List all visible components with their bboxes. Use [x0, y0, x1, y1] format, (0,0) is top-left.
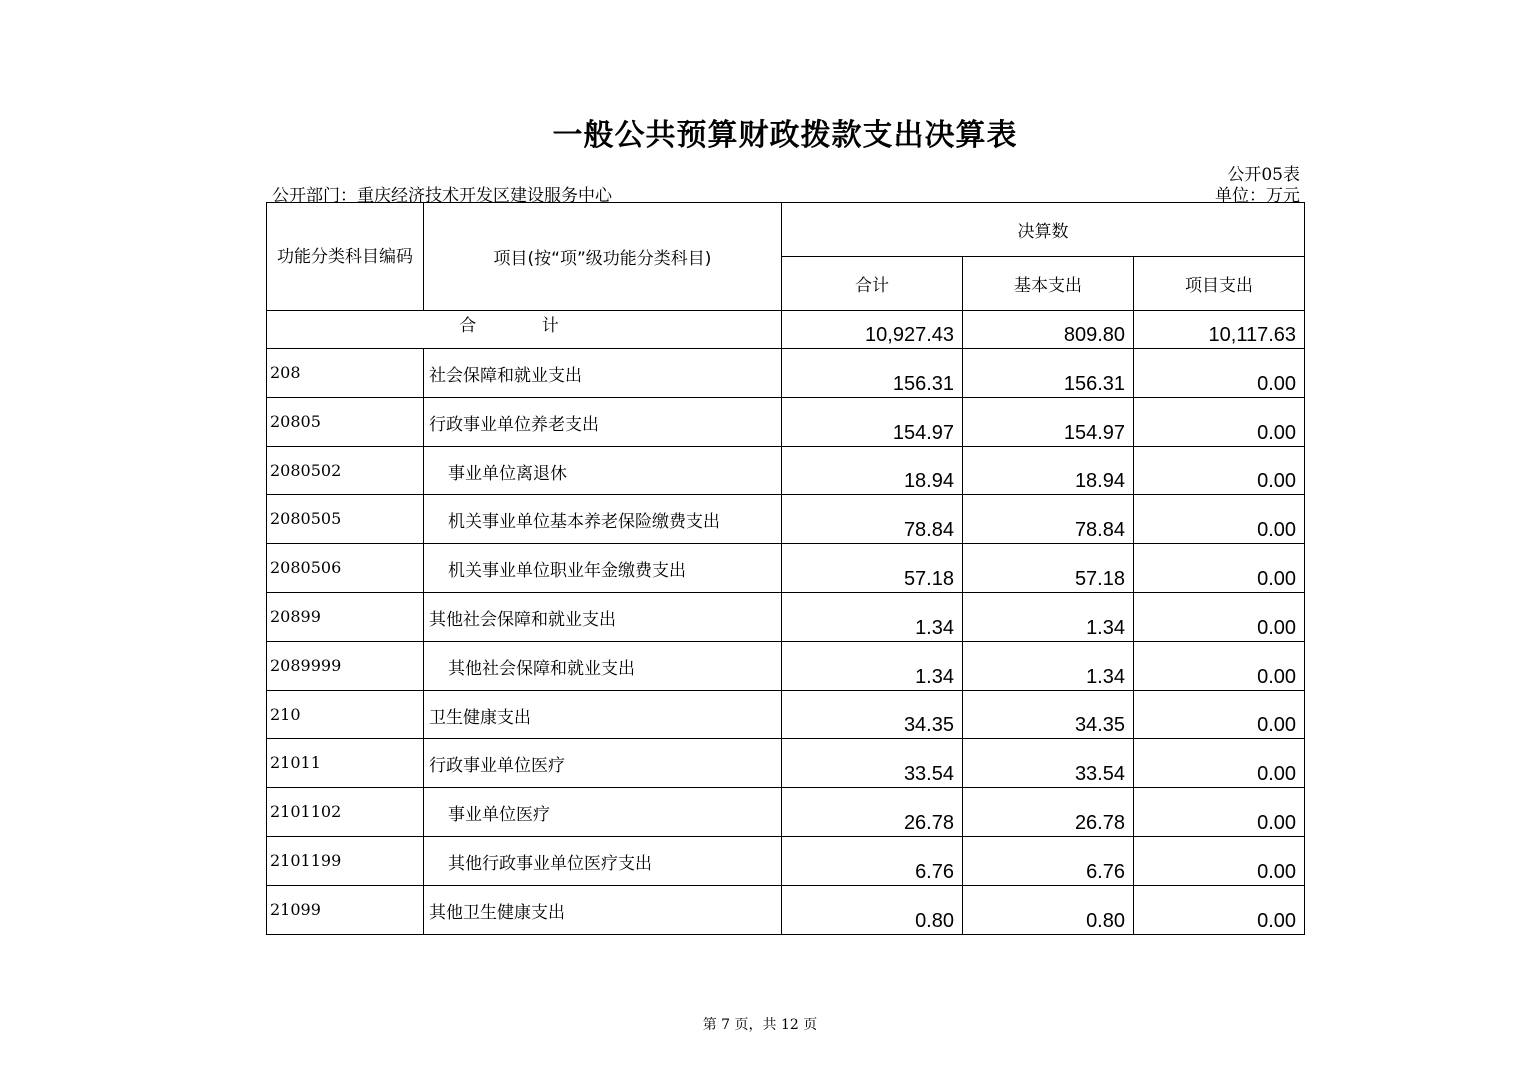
page-title: 一般公共预算财政拨款支出决算表: [552, 118, 1018, 153]
header-item: 项目(按“项”级功能分类科目): [424, 203, 782, 311]
total-basic: 809.80: [963, 311, 1134, 349]
row-code: 20899: [267, 592, 424, 641]
row-basic: 156.31: [963, 349, 1134, 398]
table-row: [267, 836, 1305, 885]
row-name: 其他社会保障和就业支出: [424, 641, 782, 690]
row-project: 0.00: [1134, 544, 1305, 593]
row-basic: 78.84: [963, 495, 1134, 544]
table-row: [267, 788, 1305, 837]
row-total: 33.54: [782, 739, 963, 788]
row-basic: 6.76: [963, 836, 1134, 885]
row-project: 0.00: [1134, 349, 1305, 398]
header-project: 项目支出: [1134, 257, 1305, 311]
row-total: 0.80: [782, 885, 963, 934]
row-code: 2089999: [267, 641, 424, 690]
table-row: [267, 495, 1305, 544]
header-code: 功能分类科目编码: [267, 203, 424, 311]
row-project: 0.00: [1134, 739, 1305, 788]
table-row: [267, 544, 1305, 593]
row-project: 0.00: [1134, 397, 1305, 446]
row-code: 20805: [267, 397, 424, 446]
row-code: 2101199: [267, 836, 424, 885]
total-row: [267, 311, 1305, 349]
total-project: 10,117.63: [1134, 311, 1305, 349]
row-name: 卫生健康支出: [424, 690, 782, 739]
total-label: 合 计: [267, 311, 782, 349]
row-basic: 1.34: [963, 641, 1134, 690]
header-settlement: 决算数: [782, 203, 1305, 257]
table-row: [267, 690, 1305, 739]
row-basic: 1.34: [963, 592, 1134, 641]
row-total: 78.84: [782, 495, 963, 544]
row-basic: 57.18: [963, 544, 1134, 593]
row-total: 154.97: [782, 397, 963, 446]
row-total: 1.34: [782, 641, 963, 690]
form-number: 公开05表: [1227, 165, 1300, 185]
table-row: [267, 446, 1305, 495]
row-total: 26.78: [782, 788, 963, 837]
row-name: 机关事业单位职业年金缴费支出: [424, 544, 782, 593]
budget-table: [266, 202, 1305, 935]
row-basic: 18.94: [963, 446, 1134, 495]
row-name: 其他社会保障和就业支出: [424, 592, 782, 641]
header-total: 合计: [782, 257, 963, 311]
row-total: 156.31: [782, 349, 963, 398]
row-name: 其他行政事业单位医疗支出: [424, 836, 782, 885]
row-total: 1.34: [782, 592, 963, 641]
row-basic: 0.80: [963, 885, 1134, 934]
row-project: 0.00: [1134, 885, 1305, 934]
row-project: 0.00: [1134, 836, 1305, 885]
row-code: 210: [267, 690, 424, 739]
row-name: 其他卫生健康支出: [424, 885, 782, 934]
table-row: [267, 641, 1305, 690]
row-total: 34.35: [782, 690, 963, 739]
row-project: 0.00: [1134, 446, 1305, 495]
row-project: 0.00: [1134, 495, 1305, 544]
table-body: [267, 349, 1305, 935]
row-project: 0.00: [1134, 641, 1305, 690]
row-code: 2101102: [267, 788, 424, 837]
table-row: [267, 349, 1305, 398]
row-project: 0.00: [1134, 788, 1305, 837]
row-code: 21011: [267, 739, 424, 788]
row-total: 6.76: [782, 836, 963, 885]
row-name: 机关事业单位基本养老保险缴费支出: [424, 495, 782, 544]
department-label: 公开部门：重庆经济技术开发区建设服务中心: [272, 186, 612, 206]
unit-label: 单位：万元: [1215, 186, 1300, 206]
row-code: 2080502: [267, 446, 424, 495]
row-name: 事业单位医疗: [424, 788, 782, 837]
table-row: [267, 739, 1305, 788]
row-name: 社会保障和就业支出: [424, 349, 782, 398]
row-code: 2080506: [267, 544, 424, 593]
total-total: 10,927.43: [782, 311, 963, 349]
row-total: 18.94: [782, 446, 963, 495]
row-total: 57.18: [782, 544, 963, 593]
row-basic: 33.54: [963, 739, 1134, 788]
table-row: [267, 397, 1305, 446]
row-code: 21099: [267, 885, 424, 934]
page-footer: 第 7 页，共 12 页: [702, 1017, 818, 1033]
table-row: [267, 592, 1305, 641]
row-name: 行政事业单位养老支出: [424, 397, 782, 446]
header-basic: 基本支出: [963, 257, 1134, 311]
row-basic: 154.97: [963, 397, 1134, 446]
row-project: 0.00: [1134, 592, 1305, 641]
row-name: 事业单位离退休: [424, 446, 782, 495]
row-basic: 34.35: [963, 690, 1134, 739]
row-code: 208: [267, 349, 424, 398]
row-basic: 26.78: [963, 788, 1134, 837]
row-project: 0.00: [1134, 690, 1305, 739]
row-code: 2080505: [267, 495, 424, 544]
table-row: [267, 885, 1305, 934]
row-name: 行政事业单位医疗: [424, 739, 782, 788]
